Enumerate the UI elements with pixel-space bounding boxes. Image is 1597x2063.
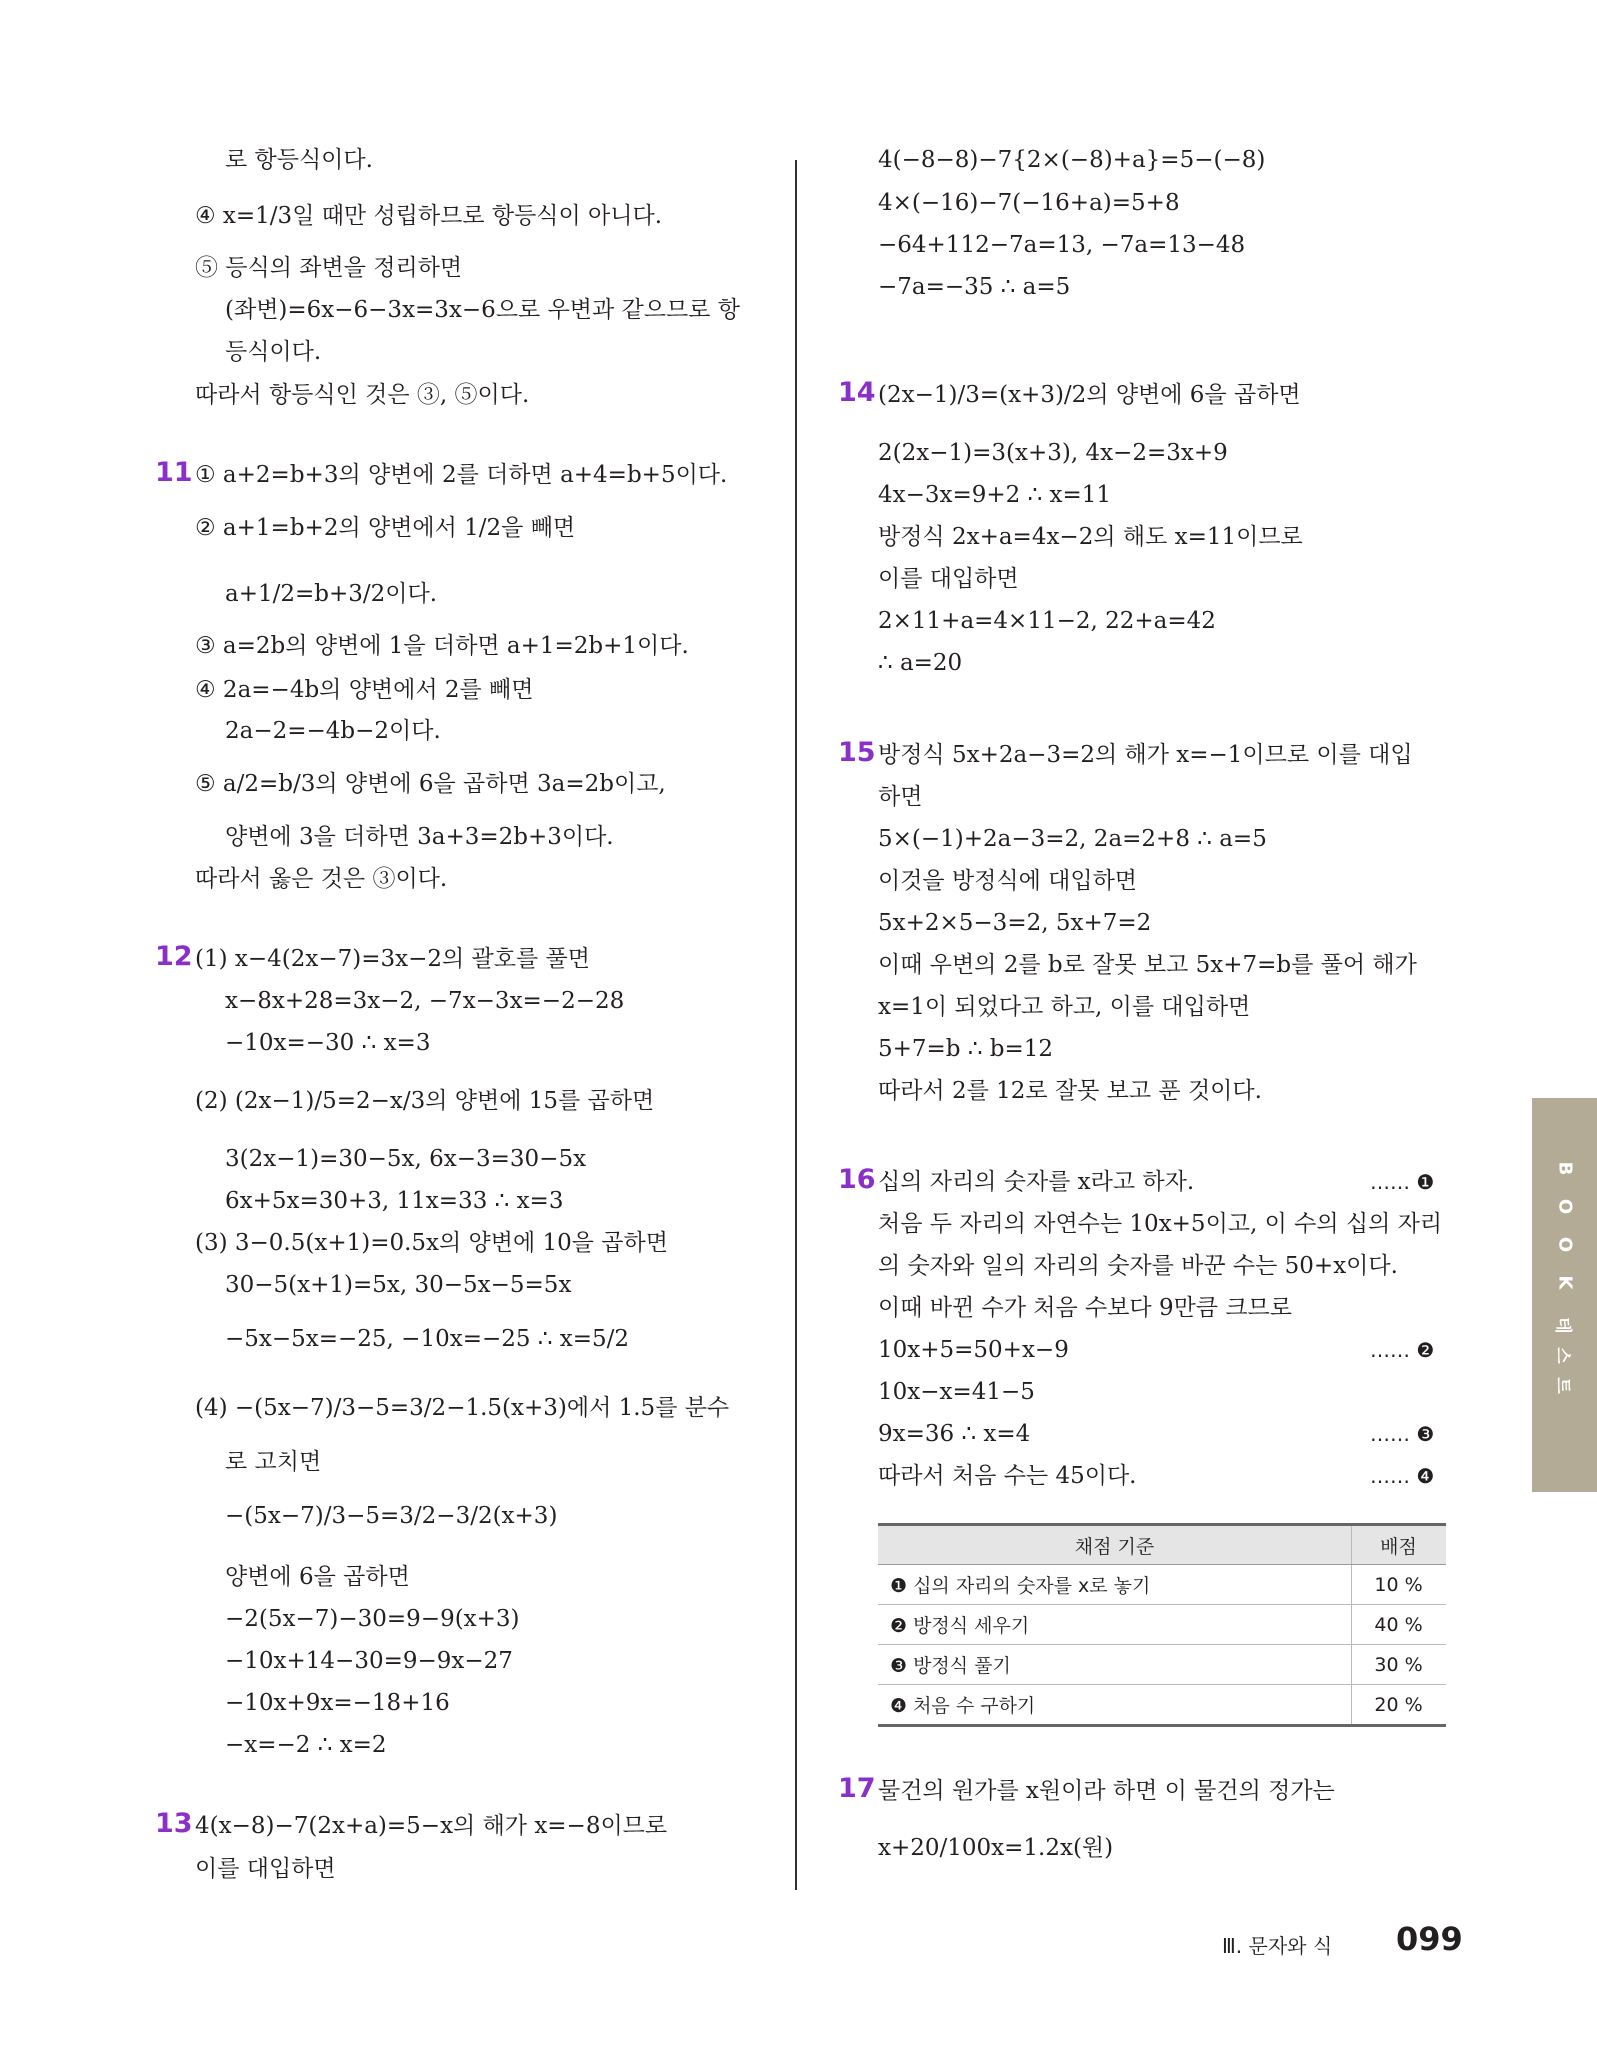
problem-number: 11: [155, 457, 193, 488]
text-line: 이를 대입하면: [878, 566, 1019, 592]
text-line: 하면: [878, 784, 923, 810]
text-line: −7a=−35 ∴ a=5: [878, 274, 1071, 300]
table-row: [878, 1605, 1446, 1645]
text-line: x−8x+28=3x−2, −7x−3x=−2−28: [225, 988, 625, 1014]
side-tab-letter: O: [1554, 1198, 1575, 1215]
text-line: x+20/100x=1.2x(원): [878, 1835, 1114, 1861]
text-line: 방정식 2x+a=4x−2의 해도 x=11이므로: [878, 524, 1303, 550]
text-line: 따라서 처음 수는 45이다.: [878, 1463, 1137, 1489]
text-line: 10x+5=50+x−9: [878, 1337, 1069, 1363]
step-marker: …… ❸: [1370, 1422, 1435, 1446]
step-marker: …… ❶: [1370, 1170, 1435, 1194]
side-tab-letter: 트: [1552, 1377, 1572, 1394]
side-tab-letter: O: [1554, 1236, 1575, 1253]
table-row: [878, 1565, 1446, 1605]
problem-number: 13: [155, 1808, 193, 1839]
text-line: 2×11+a=4×11−2, 22+a=42: [878, 608, 1216, 634]
text-line: 4x−3x=9+2 ∴ x=11: [878, 482, 1112, 508]
step-marker: …… ❷: [1370, 1338, 1435, 1362]
text-line: 물건의 원가를 x원이라 하면 이 물건의 정가는: [878, 1778, 1335, 1804]
text-line: 로 항등식이다.: [225, 147, 373, 173]
side-tab-letter: K: [1554, 1275, 1575, 1290]
text-line: 2(2x−1)=3(x+3), 4x−2=3x+9: [878, 440, 1228, 466]
text-line: (1) x−4(2x−7)=3x−2의 괄호를 풀면: [195, 946, 590, 972]
problem-number: 12: [155, 941, 193, 972]
table-header-points: 배점: [1352, 1525, 1447, 1565]
side-tab-letter: B: [1554, 1161, 1575, 1176]
table-cell: ❷ 방정식 세우기: [878, 1605, 1352, 1645]
page-number: 099: [1396, 1920, 1463, 1958]
text-line: ∴ a=20: [878, 650, 963, 676]
text-line: 2a−2=−4b−2이다.: [225, 718, 441, 744]
problem-number: 15: [838, 737, 876, 768]
text-line: 이때 바뀐 수가 처음 수보다 9만큼 크므로: [878, 1295, 1292, 1321]
text-line: 이를 대입하면: [195, 1856, 336, 1882]
table-row: [878, 1685, 1446, 1726]
text-line: ③ a=2b의 양변에 1을 더하면 a+1=2b+1이다.: [195, 633, 689, 659]
table-cell: 30 %: [1352, 1645, 1447, 1685]
scoring-table: [878, 1523, 1446, 1727]
text-line: 등식이다.: [225, 339, 322, 365]
text-line: ① a+2=b+3의 양변에 2를 더하면 a+4=b+5이다.: [195, 462, 728, 488]
table-header-criteria: 채점 기준: [878, 1525, 1352, 1565]
step-marker: …… ❹: [1370, 1464, 1435, 1488]
text-line: 5+7=b ∴ b=12: [878, 1036, 1054, 1062]
text-line: 이것을 방정식에 대입하면: [878, 868, 1138, 894]
text-line: 30−5(x+1)=5x, 30−5x−5=5x: [225, 1272, 572, 1298]
side-tab-letter: 스: [1552, 1347, 1572, 1364]
text-line: ⑤ a/2=b/3의 양변에 6을 곱하면 3a=2b이고,: [195, 771, 666, 797]
text-line: (3) 3−0.5(x+1)=0.5x의 양변에 10을 곱하면: [195, 1230, 668, 1256]
text-line: 의 숫자와 일의 자리의 숫자를 바꾼 수는 50+x이다.: [878, 1253, 1398, 1279]
table-row: [878, 1645, 1446, 1685]
text-line: (2) (2x−1)/5=2−x/3의 양변에 15를 곱하면: [195, 1088, 655, 1114]
text-line: −2(5x−7)−30=9−9(x+3): [225, 1606, 520, 1632]
text-line: 5x+2×5−3=2, 5x+7=2: [878, 910, 1152, 936]
side-tab-letter: 테: [1552, 1317, 1572, 1334]
text-line: −(5x−7)/3−5=3/2−3/2(x+3): [225, 1503, 558, 1529]
table-cell: 20 %: [1352, 1685, 1447, 1726]
text-line: 따라서 2를 12로 잘못 보고 푼 것이다.: [878, 1078, 1262, 1104]
text-line: 로 고치면: [225, 1449, 322, 1475]
text-line: 4(x−8)−7(2x+a)=5−x의 해가 x=−8이므로: [195, 1813, 668, 1839]
text-line: −x=−2 ∴ x=2: [225, 1732, 387, 1758]
text-line: 5×(−1)+2a−3=2, 2a=2+8 ∴ a=5: [878, 826, 1267, 852]
text-line: 양변에 6을 곱하면: [225, 1564, 410, 1590]
text-line: 처음 두 자리의 자연수는 10x+5이고, 이 수의 십의 자리: [878, 1211, 1443, 1237]
text-line: (4) −(5x−7)/3−5=3/2−1.5(x+3)에서 1.5를 분수: [195, 1395, 730, 1421]
text-line: 따라서 항등식인 것은 ③, ⑤이다.: [195, 382, 530, 408]
problem-number: 16: [838, 1164, 876, 1195]
text-line: ② a+1=b+2의 양변에서 1/2을 빼면: [195, 515, 576, 541]
text-line: 방정식 5x+2a−3=2의 해가 x=−1이므로 이를 대입: [878, 742, 1413, 768]
text-line: 4×(−16)−7(−16+a)=5+8: [878, 190, 1180, 216]
text-line: −5x−5x=−25, −10x=−25 ∴ x=5/2: [225, 1326, 630, 1352]
text-line: ④ x=1/3일 때만 성립하므로 항등식이 아니다.: [195, 203, 663, 229]
text-line: −10x=−30 ∴ x=3: [225, 1030, 431, 1056]
text-line: −10x+9x=−18+16: [225, 1690, 450, 1716]
text-line: 3(2x−1)=30−5x, 6x−3=30−5x: [225, 1146, 587, 1172]
text-line: 십의 자리의 숫자를 x라고 하자.: [878, 1169, 1195, 1195]
text-line: ④ 2a=−4b의 양변에서 2를 빼면: [195, 677, 534, 703]
table-cell: 10 %: [1352, 1565, 1447, 1605]
problem-number: 17: [838, 1773, 876, 1804]
column-divider: [795, 160, 797, 1890]
text-line: 양변에 3을 더하면 3a+3=2b+3이다.: [225, 824, 614, 850]
text-line: 따라서 옳은 것은 ③이다.: [195, 866, 448, 892]
table-cell: ❹ 처음 수 구하기: [878, 1685, 1352, 1726]
table-cell: ❸ 방정식 풀기: [878, 1645, 1352, 1685]
text-line: −64+112−7a=13, −7a=13−48: [878, 232, 1246, 258]
text-line: 9x=36 ∴ x=4: [878, 1421, 1031, 1447]
table-cell: ❶ 십의 자리의 숫자를 x로 놓기: [878, 1565, 1352, 1605]
text-line: 4(−8−8)−7{2×(−8)+a}=5−(−8): [878, 147, 1266, 173]
text-line: −10x+14−30=9−9x−27: [225, 1648, 513, 1674]
text-line: (2x−1)/3=(x+3)/2의 양변에 6을 곱하면: [878, 382, 1301, 408]
text-line: 6x+5x=30+3, 11x=33 ∴ x=3: [225, 1188, 564, 1214]
text-line: a+1/2=b+3/2이다.: [225, 581, 438, 607]
text-line: ⑤ 등식의 좌변을 정리하면: [195, 255, 463, 281]
text-line: (좌변)=6x−6−3x=3x−6으로 우변과 같으므로 항: [225, 297, 740, 323]
problem-number: 14: [838, 377, 876, 408]
text-line: 10x−x=41−5: [878, 1379, 1035, 1405]
table-cell: 40 %: [1352, 1605, 1447, 1645]
footer-section: Ⅲ. 문자와 식: [1222, 1934, 1333, 1958]
text-line: 이때 우변의 2를 b로 잘못 보고 5x+7=b를 풀어 해가: [878, 952, 1417, 978]
text-line: x=1이 되었다고 하고, 이를 대입하면: [878, 994, 1251, 1020]
side-tab: [1532, 1098, 1597, 1492]
